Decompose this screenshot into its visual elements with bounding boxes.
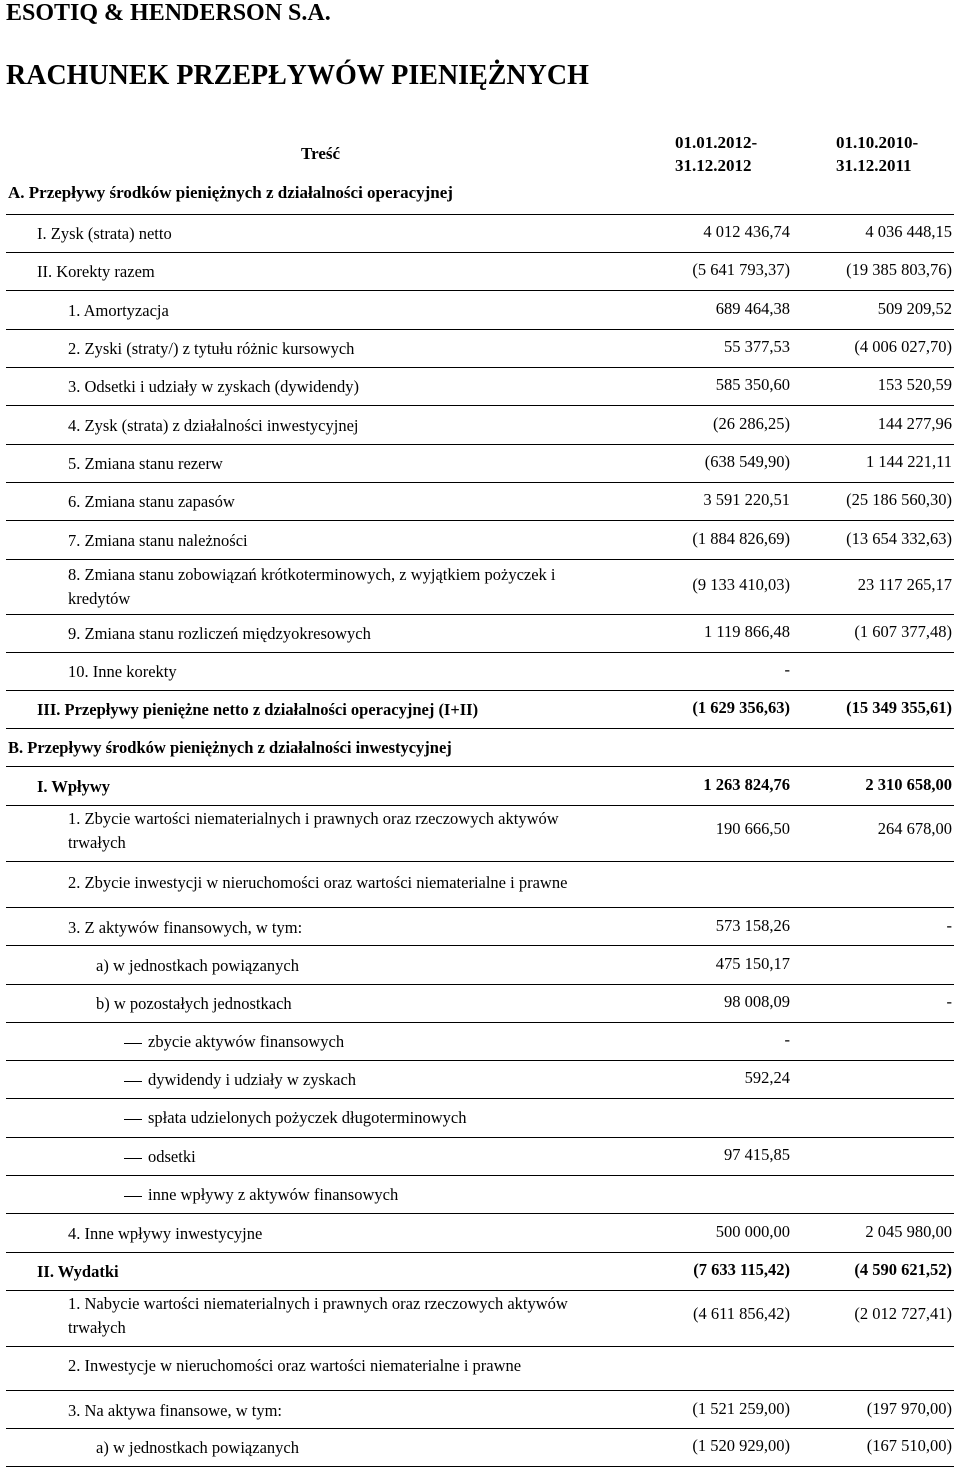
divider [6, 907, 954, 908]
divider [6, 329, 954, 330]
divider [6, 861, 954, 862]
divider [6, 405, 954, 406]
list-dash [124, 1196, 142, 1197]
divider [6, 444, 954, 445]
divider [6, 805, 954, 806]
divider [6, 1022, 954, 1023]
divider [6, 945, 954, 946]
divider [6, 690, 954, 691]
divider [6, 1390, 954, 1391]
divider [6, 1466, 954, 1467]
divider [6, 652, 954, 653]
divider [6, 367, 954, 368]
company-name: ESOTIQ & HENDERSON S.A. [6, 0, 331, 26]
section-a-heading: A. Przepływy środków pieniężnych z działalności operacyjnej [8, 183, 453, 202]
header-period-2012: 01.01.2012- 31.12.2012 [675, 133, 758, 175]
divider [6, 614, 954, 615]
divider [6, 1137, 954, 1138]
header-content-label: Treść [301, 144, 341, 163]
divider [6, 214, 954, 215]
list-dash [124, 1119, 142, 1120]
divider [6, 1428, 954, 1429]
divider [6, 1252, 954, 1253]
list-dash [124, 1043, 142, 1044]
list-dash [124, 1158, 142, 1159]
divider [6, 1098, 954, 1099]
divider [6, 1346, 954, 1347]
divider [6, 482, 954, 483]
header-period-2011: 01.10.2010- 31.12.2011 [836, 133, 919, 175]
divider [6, 766, 954, 767]
divider [6, 1290, 954, 1291]
divider [6, 1175, 954, 1176]
document-title: RACHUNEK PRZEPŁYWÓW PIENIĘŻNYCH [6, 60, 589, 91]
divider [6, 1213, 954, 1214]
divider [6, 559, 954, 560]
divider [6, 728, 954, 729]
list-dash [124, 1081, 142, 1082]
divider [6, 520, 954, 521]
divider [6, 252, 954, 253]
divider [6, 984, 954, 985]
divider [6, 290, 954, 291]
divider [6, 1060, 954, 1061]
